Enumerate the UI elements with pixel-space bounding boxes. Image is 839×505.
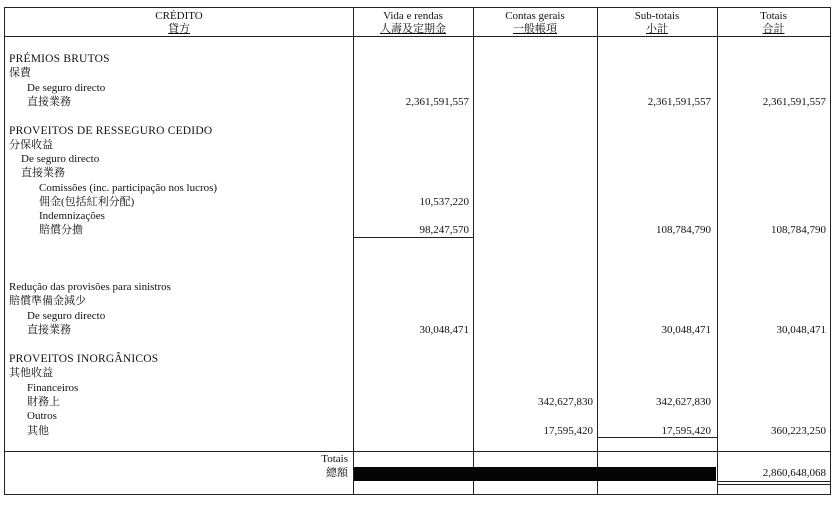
reducao-vida-value: 30,048,471 (419, 324, 469, 336)
reducao-title-zh: 賠償準備金減少 (9, 295, 86, 307)
inorganicos-fin-zh: 財務上 (27, 396, 60, 408)
header-contas (473, 10, 597, 36)
premios-total-value: 2,361,591,557 (762, 96, 826, 108)
resseguro-comissoes-zh: 佣金(包括紅利分配) (39, 196, 135, 208)
premios-vida-value: 2,361,591,557 (405, 96, 469, 108)
resseguro-indem-zh: 賠償分擔 (39, 224, 83, 236)
premios-title-zh: 保費 (9, 67, 31, 79)
inorganicos-fin-contas-value: 342,627,830 (538, 396, 593, 408)
premios-title-pt: PRÉMIOS BRUTOS (9, 53, 110, 65)
resseguro-total-value: 108,784,790 (771, 224, 826, 236)
inorganicos-outros-zh: 其他 (27, 425, 49, 437)
resseguro-seguro-zh: 直接業務 (21, 167, 65, 179)
credit-table (4, 7, 831, 495)
col-divider-sub (597, 8, 598, 494)
inorganicos-fin-sub-value: 342,627,830 (656, 396, 711, 408)
header-contas-zh: 一般帳項 (513, 23, 557, 35)
resseguro-comissoes-pt: Comissões (inc. participação nos lucros) (39, 182, 218, 194)
reducao-title-pt: Redução das provisões para sinistros (9, 281, 171, 293)
header-sub-zh: 小計 (646, 23, 668, 35)
premios-seguro-zh: 直接業務 (27, 96, 71, 108)
inorganicos-outros-pt: Outros (27, 410, 57, 422)
header-vida (353, 10, 473, 36)
inorganicos-fin-pt: Financeiros (27, 382, 79, 394)
inorganicos-title-zh: 其他收益 (9, 367, 53, 379)
inorganicos-outros-contas-value: 17,595,420 (543, 425, 593, 437)
resseguro-seguro-pt: De seguro directo (21, 153, 100, 165)
footer-totais-pt: Totais (321, 453, 348, 465)
col-divider-vida (353, 8, 354, 494)
resseguro-title-zh: 分保收益 (9, 139, 53, 151)
header-credit-zh: 貸方 (168, 23, 190, 35)
inorganicos-outros-sub-value: 17,595,420 (661, 425, 711, 437)
resseguro-comissoes-vida-value: 10,537,220 (419, 196, 469, 208)
header-credit-pt: CRÉDITO (155, 10, 203, 22)
footer-divider (5, 451, 830, 452)
grand-total-underline-1 (718, 481, 830, 482)
grand-total-underline-2 (718, 484, 830, 485)
header-vida-zh: 人壽及定期金 (380, 23, 446, 35)
header-totais-zh: 合計 (762, 23, 785, 35)
resseguro-indem-vida-value: 98,247,570 (419, 224, 469, 236)
reducao-seguro-pt: De seguro directo (27, 310, 106, 322)
header-vida-pt: Vida e rendas (383, 10, 443, 22)
inorganicos-total-value: 360,223,250 (771, 425, 826, 437)
header-totais (717, 10, 830, 36)
inorganicos-subtotal-rule (598, 437, 717, 438)
header-divider (5, 36, 830, 37)
resseguro-indem-pt: Indemnizações (39, 210, 105, 222)
reducao-seguro-zh: 直接業務 (27, 324, 71, 336)
header-sub-pt: Sub-totais (634, 10, 680, 22)
footer-grand-total-value: 2,860,648,068 (762, 467, 826, 479)
header-sub (597, 10, 717, 36)
col-divider-contas (473, 8, 474, 494)
premios-sub-value: 2,361,591,557 (647, 96, 711, 108)
header-credit (5, 10, 353, 36)
resseguro-sub-value: 108,784,790 (656, 224, 711, 236)
reducao-total-value: 30,048,471 (776, 324, 826, 336)
resseguro-title-pt: PROVEITOS DE RESSEGURO CEDIDO (9, 125, 213, 137)
reducao-sub-value: 30,048,471 (661, 324, 711, 336)
footer-totais-zh: 總額 (326, 467, 348, 479)
col-divider-totais (717, 8, 718, 494)
header-contas-pt: Contas gerais (505, 10, 565, 22)
premios-seguro-pt: De seguro directo (27, 82, 106, 94)
header-totais-pt: Totais (760, 10, 787, 22)
inorganicos-title-pt: PROVEITOS INORGÂNICOS (9, 353, 159, 365)
resseguro-subtotal-rule (354, 237, 473, 238)
redacted-bar (354, 467, 716, 481)
